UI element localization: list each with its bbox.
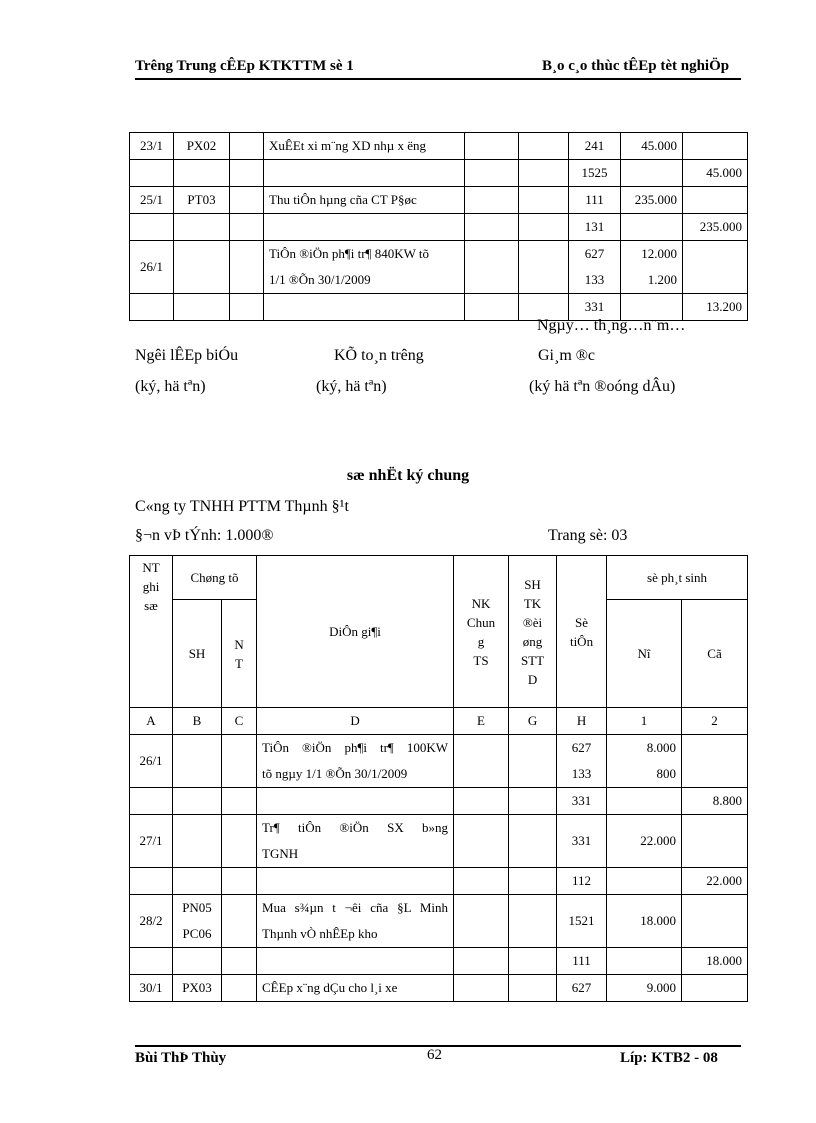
- header-rule: [135, 78, 741, 80]
- table-row: 26/1 TiÔn ®iÖn ph¶i tr¶ 840KW tõ 1/1 ®Õn 30/1/2009 627 133 12.000 1.200: [130, 241, 748, 294]
- general-journal-table: [129, 555, 748, 1002]
- currency-unit: §¬n vÞ tÝnh: 1.000®: [135, 527, 274, 544]
- table-letter-row: A B C D E G H 1 2: [130, 708, 748, 735]
- table-row: 131 235.000: [130, 214, 748, 241]
- date-line: Ngµy… th¸ng…n¨m…: [537, 317, 686, 334]
- signature-maker-note: (ký, hä tªn): [135, 378, 206, 395]
- footer-author: Bùi ThÞ Thùy: [135, 1050, 227, 1066]
- signature-director: Gi¸m ®c: [538, 347, 596, 364]
- table-header-row: SH N T Nî Cã: [130, 600, 748, 708]
- table-row: 30/1 PX03 CÊEp x¨ng dÇu cho l¸i xe 627 9.000: [130, 975, 748, 1002]
- table-row: 25/1 PT03 Thu tiÔn hµng cña CT P§øc 111 235.000: [130, 187, 748, 214]
- table-header-row: NT ghi sæ Chøng tõ DiÔn gi¶i NK Chun g TS SH TK ®èi øng STT D Sè tiÔn sè ph¸t sinh: [130, 556, 748, 600]
- header-right: B¸o c¸o thùc tÊEp tèt nghiÖp: [542, 58, 730, 74]
- table-row: 1525 45.000: [130, 160, 748, 187]
- signature-maker: Ngêi lÊEp biÓu: [135, 347, 239, 364]
- table-row: 331 8.800: [130, 788, 748, 815]
- table-row: 111 18.000: [130, 948, 748, 975]
- signature-accountant-note: (ký, hä tªn): [316, 378, 387, 395]
- signature-director-note: (ký hä tªn ®oóng dÂu): [529, 378, 676, 395]
- header-left: Trêng Trung cÊEp KTKTTM sè 1: [135, 58, 354, 74]
- table-row: 26/1 TiÔn ®iÖn ph¶i tr¶ 100KW tõ ngµy 1/1 ®Õn 30/1/2009 627 133 8.000 800: [130, 735, 748, 788]
- page-title: sæ nhËt ký chung: [346, 467, 470, 484]
- table-row: 331 13.200: [130, 294, 748, 321]
- signature-accountant: KÕ to¸n trêng: [334, 347, 424, 364]
- page-number: 62: [427, 1047, 442, 1063]
- table-row: 23/1 PX02 XuÊEt xi m¨ng XD nhµ x ëng 241 45.000: [130, 133, 748, 160]
- footer-class: Líp: KTB2 - 08: [620, 1050, 718, 1066]
- table-row: 112 22.000: [130, 868, 748, 895]
- company-name: C«ng ty TNHH PTTM Thµnh §¹t: [135, 498, 349, 515]
- page-number-label: Trang sè: 03: [548, 527, 628, 544]
- table-row: 28/2 PN05 PC06 Mua s¾µn t ¬êi cña §L Minh Thµnh vÒ nhÊEp kho 1521 18.000: [130, 895, 748, 948]
- journal-table-continued: [129, 132, 748, 321]
- table-row: 27/1 Tr¶ tiÔn ®iÖn SX b»ng TGNH 331 22.000: [130, 815, 748, 868]
